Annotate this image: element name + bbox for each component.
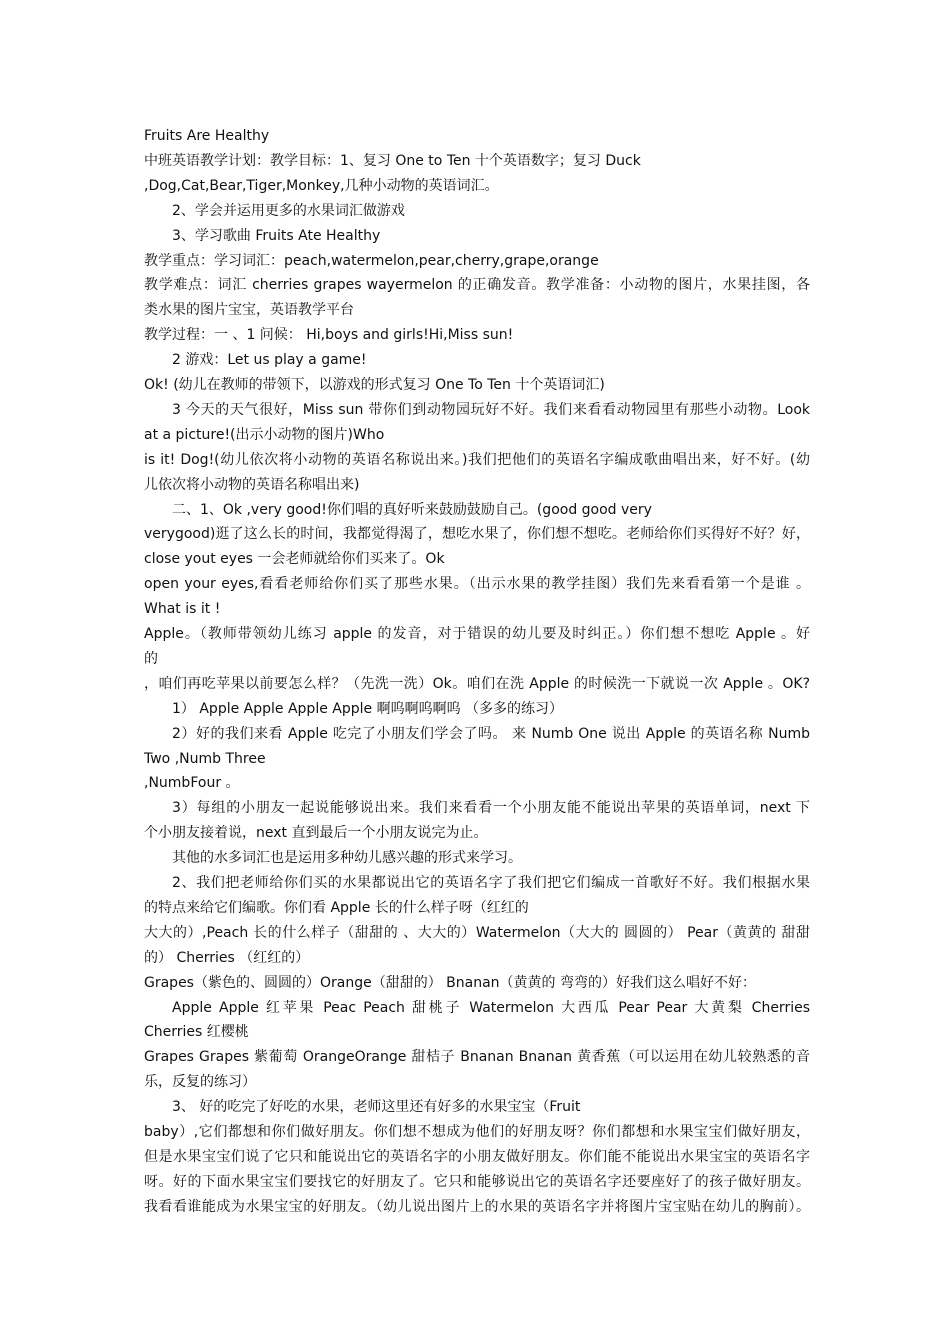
text-line: What is it ! <box>144 601 221 618</box>
text-line: 但是水果宝宝们说了它只和能说出它的英语名字的小朋友做好朋友。你们能不能说出水果宝宝的英语名字 <box>144 1148 810 1165</box>
text-line: 呀。好的下面水果宝宝们要找它的好朋友了。它只和能够说出它的英语名字还要座好了的孩子做好朋友。 <box>144 1173 810 1190</box>
text-line: Cherries 红樱桃 <box>144 1024 249 1041</box>
text-line: 乐，反复的练习） <box>144 1074 256 1091</box>
text-line: at a picture!(出示小动物的图片)Who <box>144 426 385 443</box>
text-line: 教学过程：一 、1 问候： Hi,boys and girls!Hi,Miss sun! <box>144 327 514 344</box>
text-line: ，咱们再吃苹果以前要怎么样？（先洗一洗）Ok。咱们在洗 Apple 的时候洗一下就说一次 Apple 。OK? <box>144 675 810 692</box>
text-line: Apple。（教师带领幼儿练习 apple 的发音，对于错误的幼儿要及时纠正。）你们想不想吃 Apple 。好 <box>144 626 810 643</box>
text-line: 的） Cherries （红红的） <box>144 949 310 966</box>
document-body <box>144 124 810 1220</box>
text-line: 3 今天的天气很好，Miss sun 带你们到动物园玩好不好。我们来看看动物园里有那些小动物。Look <box>172 401 810 418</box>
text-line: 的 <box>144 650 158 667</box>
text-line: 教学难点：词汇 cherries grapes wayermelon 的正确发音。教学准备：小动物的图片，水果挂图，各 <box>144 277 810 294</box>
text-line: open your eyes,看看老师给你们买了那些水果。（出示水果的教学挂图）我们先来看看第一个是谁 。 <box>144 576 810 593</box>
text-line: baby）,它们都想和你们做好朋友。你们想不想成为他们的好朋友呀？你们都想和水果宝宝们做好朋友， <box>144 1124 810 1141</box>
text-line: 2、我们把老师给你们买的水果都说出它的英语名字了我们把它们编成一首歌好不好。我们根据水果 <box>172 875 810 892</box>
text-line: is it! Dog!(幼儿依次将小动物的英语名称说出来。)我们把他们的英语名字编成歌曲唱出来，好不好。(幼 <box>144 451 810 468</box>
text-line: 3、学习歌曲 Fruits Ate Healthy <box>172 227 381 244</box>
text-line: Grapes Grapes 紫葡萄 OrangeOrange 甜桔子 Bnanan Bnanan 黄香蕉（可以运用在幼儿较熟悉的音 <box>144 1049 810 1066</box>
text-line: Two ,Numb Three <box>144 750 266 767</box>
text-line: 其他的水多词汇也是运用多种幼儿感兴趣的形式来学习。 <box>172 850 522 867</box>
text-line: 1） Apple Apple Apple Apple 啊呜啊呜啊呜 （多多的练习） <box>172 700 564 717</box>
text-line: 3）每组的小朋友一起说能够说出来。我们来看看一个小朋友能不能说出苹果的英语单词，next 下 <box>172 800 810 817</box>
text-line: 的特点来给它们编歌。你们看 Apple 长的什么样子呀（红红的 <box>144 899 529 916</box>
text-line: 类水果的图片宝宝，英语教学平台 <box>144 302 354 319</box>
text-line: 中班英语教学计划：教学目标：1、复习 One to Ten 十个英语数字；复习 Duck <box>144 152 641 169</box>
text-line: 3、 好的吃完了好吃的水果，老师这里还有好多的水果宝宝（Fruit <box>172 1099 581 1116</box>
text-line: close yout eyes 一会老师就给你们买来了。Ok <box>144 551 445 568</box>
text-line: 儿依次将小动物的英语名称唱出来) <box>144 476 360 493</box>
document-title: Fruits Are Healthy <box>144 128 270 144</box>
text-line: verygood)逛了这么长的时间，我都觉得渴了，想吃水果了，你们想不想吃。老师给你们买得好不好？好， <box>144 526 810 543</box>
text-line: 2 游戏：Let us play a game! <box>172 352 367 369</box>
text-line: 我看看谁能成为水果宝宝的好朋友。（幼儿说出图片上的水果的英语名字并将图片宝宝贴在幼儿的胸前）。 <box>144 1198 810 1215</box>
text-line: 大大的）,Peach 长的什么样子（甜甜的 、大大的）Watermelon（大大的 圆圆的） Pear（黄黄的 甜甜 <box>144 924 810 941</box>
text-line: 个小朋友接着说，next 直到最后一个小朋友说完为止。 <box>144 825 488 842</box>
text-line: 2、学会并运用更多的水果词汇做游戏 <box>172 202 405 219</box>
text-line: Grapes（紫色的、圆圆的）Orange（甜甜的） Bnanan（黄黄的 弯弯的）好我们这么唱好不好： <box>144 974 756 991</box>
text-line: ,Dog,Cat,Bear,Tiger,Monkey,几种小动物的英语词汇。 <box>144 177 499 194</box>
text-line: 教学重点：学习词汇：peach,watermelon,pear,cherry,grape,orange <box>144 252 599 269</box>
text-line: ,NumbFour 。 <box>144 775 240 792</box>
text-line: Ok! (幼儿在教师的带领下，以游戏的形式复习 One To Ten 十个英语词汇) <box>144 377 605 394</box>
text-line: 二、1、Ok ,very good!你们唱的真好听来鼓励鼓励自己。(good good very <box>172 501 652 518</box>
text-line: 2）好的我们来看 Apple 吃完了小朋友们学会了吗。 来 Numb One 说出 Apple 的英语名称 Numb <box>172 725 810 742</box>
text-line: Apple Apple 红苹果 Peac Peach 甜桃子 Watermelon 大西瓜 Pear Pear 大黄梨 Cherries <box>172 999 810 1016</box>
